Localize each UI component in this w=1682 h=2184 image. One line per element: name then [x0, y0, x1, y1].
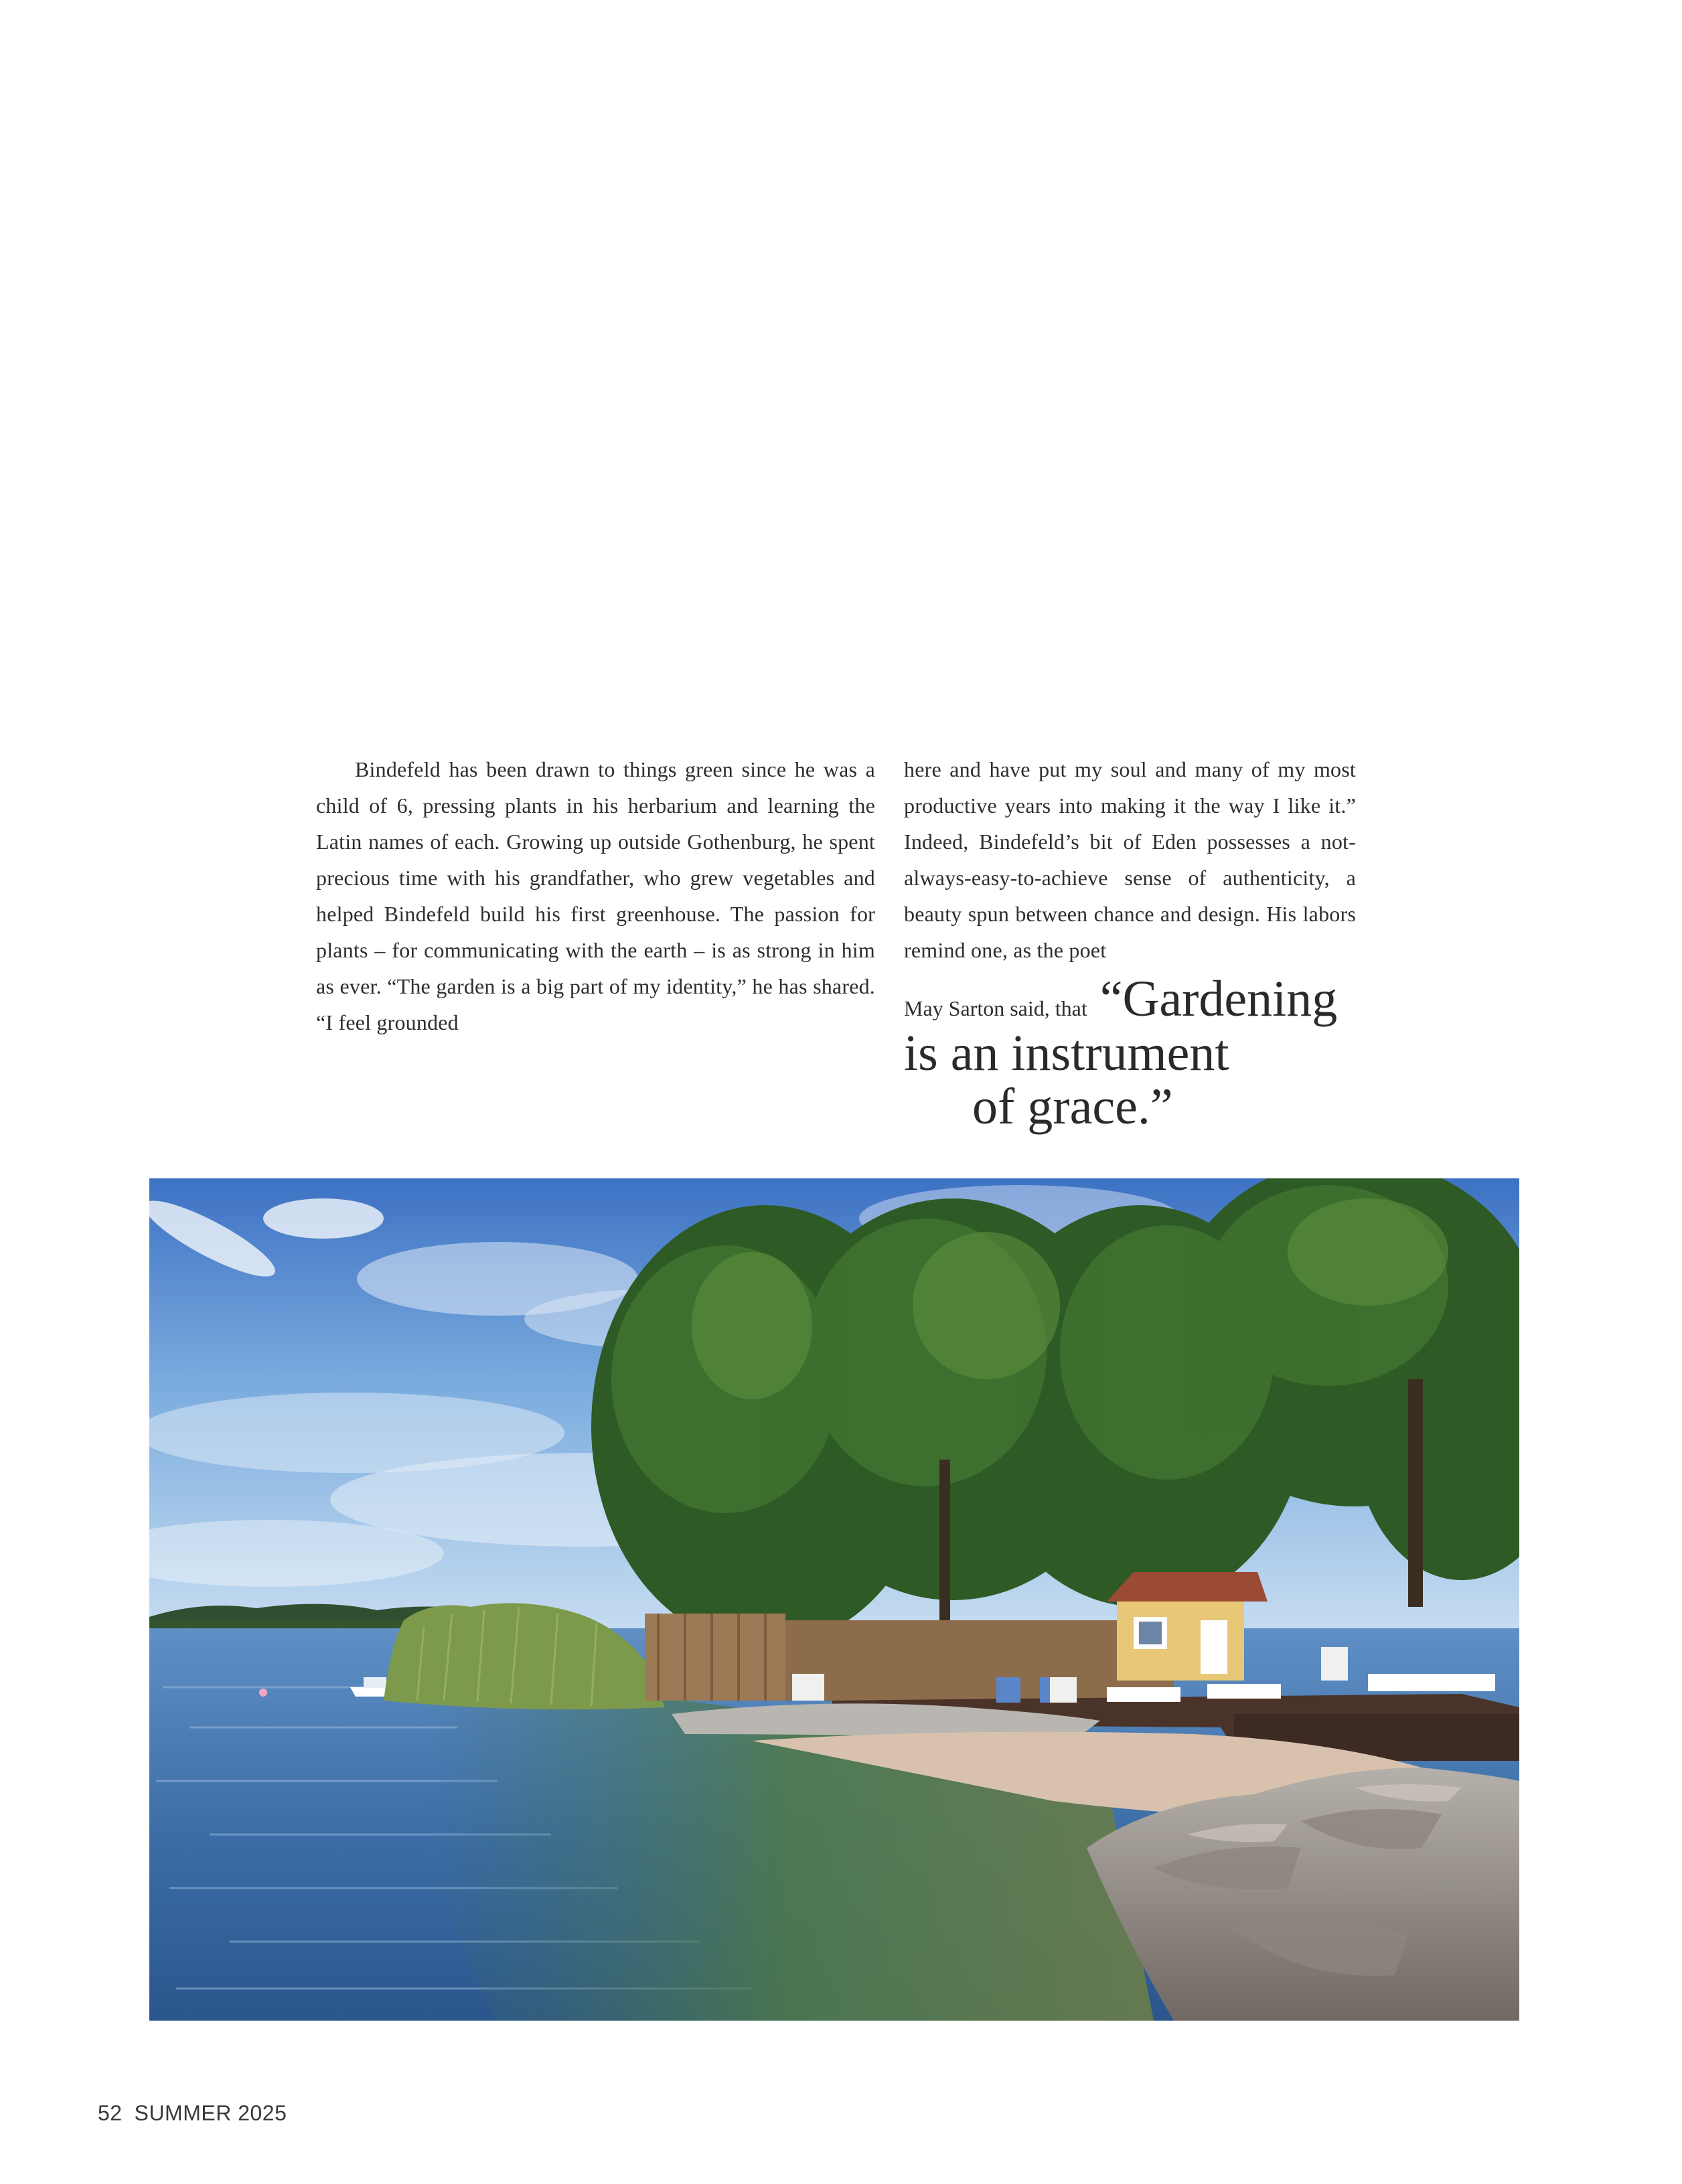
issue-label: SUMMER 2025: [134, 2101, 287, 2125]
pull-quote-line-3: of grace.”: [972, 1079, 1173, 1135]
page-number: 52: [98, 2101, 123, 2125]
pull-quote-line-1: “Gardening: [1099, 971, 1338, 1027]
article-column-left: [316, 751, 875, 1040]
pull-quote-lead-in: May Sarton said, that: [904, 996, 1087, 1020]
article-column-right: [904, 751, 1356, 968]
pull-quote-line-2: is an instrument: [904, 1025, 1229, 1081]
lakeside-garden-photo: [149, 1178, 1519, 2021]
article-paragraph-continued: here and have put my soul and many of my most productive years into making it the way I like it.” Indeed, Bindefeld’s bit of Eden possesses a not-always-easy-to-achieve sense of authenticity, a beauty spun between chance and design. His labors remind one, as the poet: [904, 757, 1356, 962]
pull-quote: [904, 972, 1373, 1134]
article-paragraph: Bindefeld has been drawn to things green since he was a child of 6, pressing plants in his herbarium and learning the Latin names of each. Growing up outside Gothenburg, he spent precious time with his grandfather, who grew vegetables and helped Bindefeld build his first greenhouse. The passion for plants – for communicating with the earth – is as strong in him as ever. “The garden is a big part of my identity,” he has shared. “I feel grounded: [316, 757, 875, 1034]
page-footer: [98, 2101, 287, 2126]
